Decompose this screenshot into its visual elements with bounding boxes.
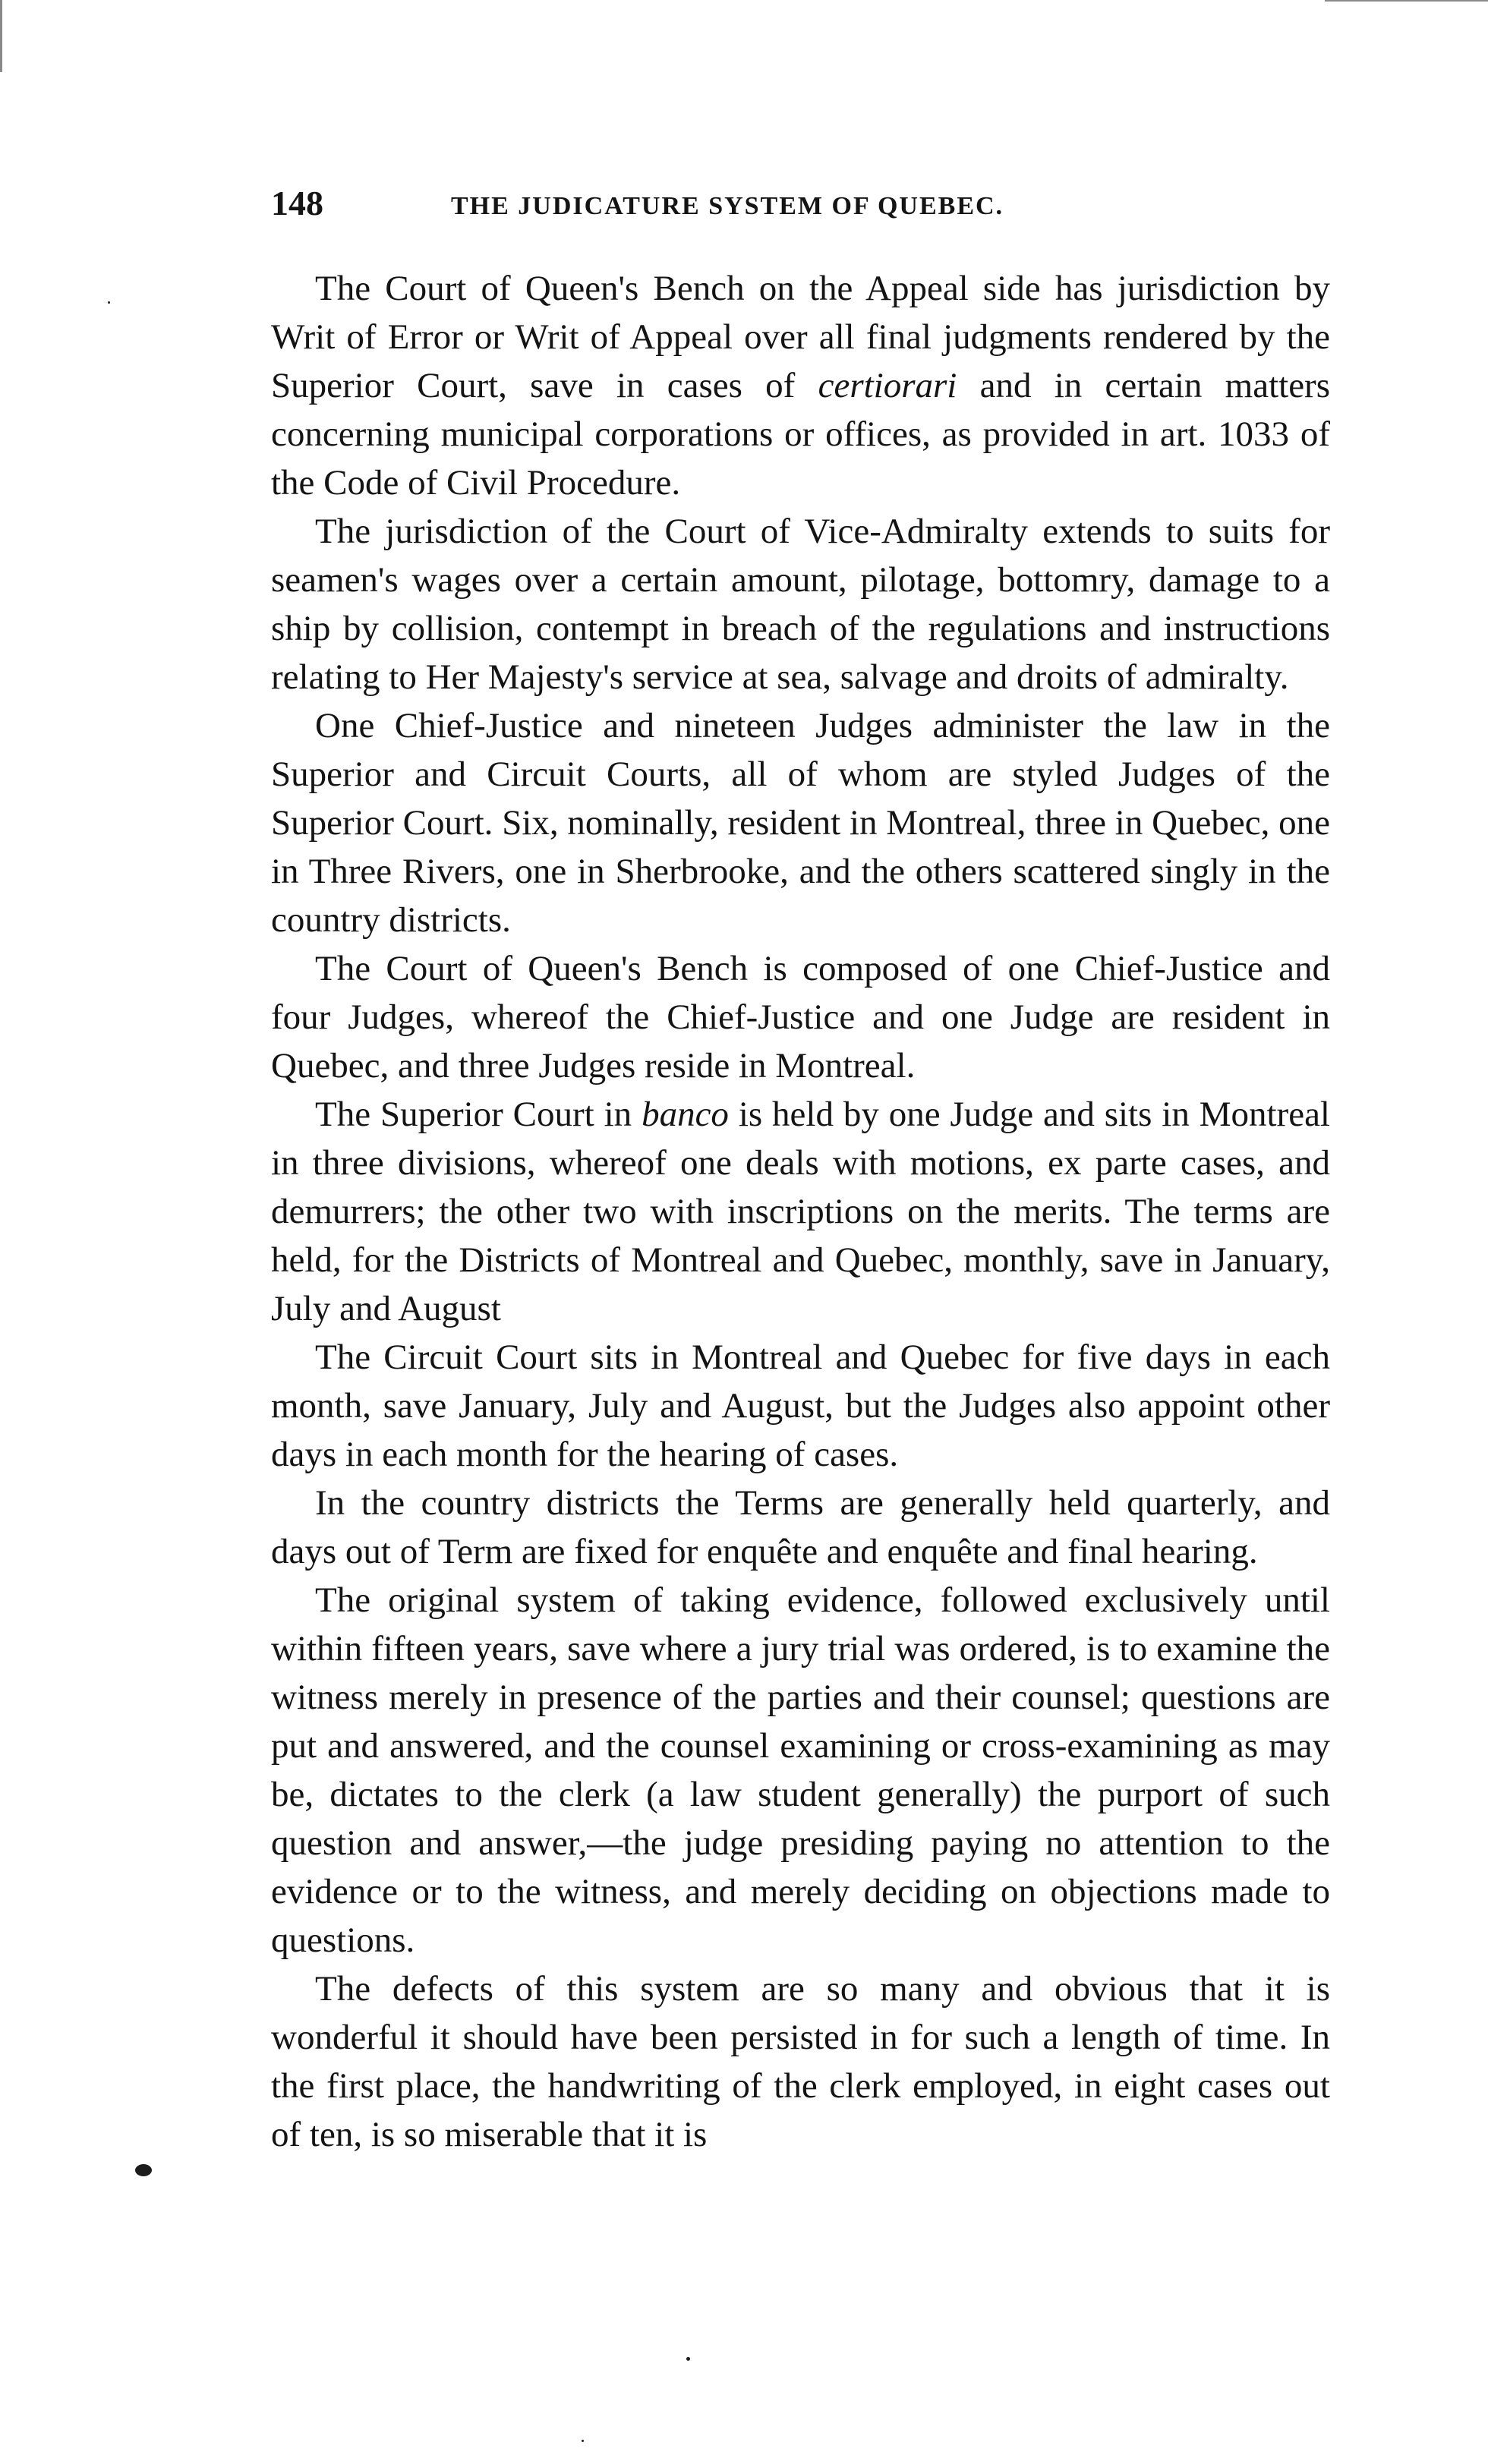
left-edge-mark [0, 0, 2, 72]
paragraph-evidence-system [271, 1576, 1330, 1965]
ink-dot [686, 2357, 690, 2361]
paragraph-circuit-court [271, 1333, 1330, 1479]
paragraph-text: The original system of taking evidence, followed exclusively until within fifteen years, save where a jury trial was ordered, is to examine the witness merely in presence of the parties and their counsel; questions are put and answered, and the counsel examining or cross-examining as may be, dictates to the clerk (a law student generally) the purport of such question and answer,—the judge presiding paying no attention to the evidence or to the witness, and merely deciding on objections made to questions. [271, 1580, 1330, 1960]
paragraph-text: The Superior Court in [315, 1095, 642, 1134]
paragraph-text: The defects of this system are so many and obvious that it is wonderful it should have been persisted in for such a length of time. In the first place, the handwriting of the clerk employed, in eight cases out of ten, is so miserable that it is [271, 1969, 1330, 2154]
top-edge-mark [1325, 0, 1488, 2]
paragraph-text: The jurisdiction of the Court of Vice-Admiralty extends to suits for seamen's wages over a certain amount, pilotage, bottomry, damage to a ship by collision, contempt in breach of the regulations and instructions relating to Her Majesty's service at sea, salvage and droits of admiralty. [271, 512, 1330, 697]
paragraph-text: In the country districts the Terms are generally held quarterly, and days out of Term are fixed for enquête and enquête and final hearing. [271, 1483, 1330, 1571]
ink-dot [582, 2440, 584, 2442]
paragraph-text: One Chief-Justice and nineteen Judges administer the law in the Superior and Circuit Courts, all of whom are styled Judges of the Superior Court. Six, nominally, resident in Montreal, three in Quebec, one in Three Rivers, one in Sherbrooke, and the others scattered singly in the country districts. [271, 706, 1330, 940]
paragraph-text: The Court of Queen's Bench on the Appeal side has jurisdiction by Writ of Error or Writ of Appeal over all final judgments rendered by the Superior Court, save in cases of [271, 269, 1330, 405]
paragraph-superior-court-banco [271, 1090, 1330, 1333]
ink-dot [108, 301, 110, 304]
paragraph-vice-admiralty [271, 507, 1330, 701]
ink-speck [135, 2164, 152, 2176]
body-text [271, 264, 1330, 2159]
paragraph-queens-bench-composition [271, 944, 1330, 1090]
page-number: 148 [271, 184, 323, 222]
paragraph-text: The Circuit Court sits in Montreal and Quebec for five days in each month, save January, July and August, but the Judges also appoint other days in each month for the hearing of cases. [271, 1338, 1330, 1474]
paragraph-text: is held by one Judge and sits in Montreal in three divisions, whereof one deals with motions, ex parte cases, and demurrers; the other two with inscriptions on the merits. The terms are held, for the Districts of Montreal and Quebec, monthly, save in January, July and August [271, 1095, 1330, 1328]
paragraph-appeal-jurisdiction [271, 264, 1330, 507]
italic-term: certiorari [818, 366, 957, 405]
paragraph-country-districts [271, 1479, 1330, 1576]
paragraph-text: The Court of Queen's Bench is composed of one Chief-Justice and four Judges, whereof the Chief-Justice and one Judge are resident in Quebec, and three Judges reside in Montreal. [271, 949, 1330, 1085]
paragraph-system-defects [271, 1965, 1330, 2159]
paragraph-text: and in certain matters concerning municipal corporations or offices, as provided in art. 1033 of the Code of Civil Procedure. [271, 366, 1331, 503]
running-title: THE JUDICATURE SYSTEM OF QUEBEC. [451, 192, 1004, 220]
running-head [271, 181, 1334, 234]
paragraph-superior-court-judges [271, 701, 1330, 944]
italic-term: banco [642, 1095, 729, 1134]
